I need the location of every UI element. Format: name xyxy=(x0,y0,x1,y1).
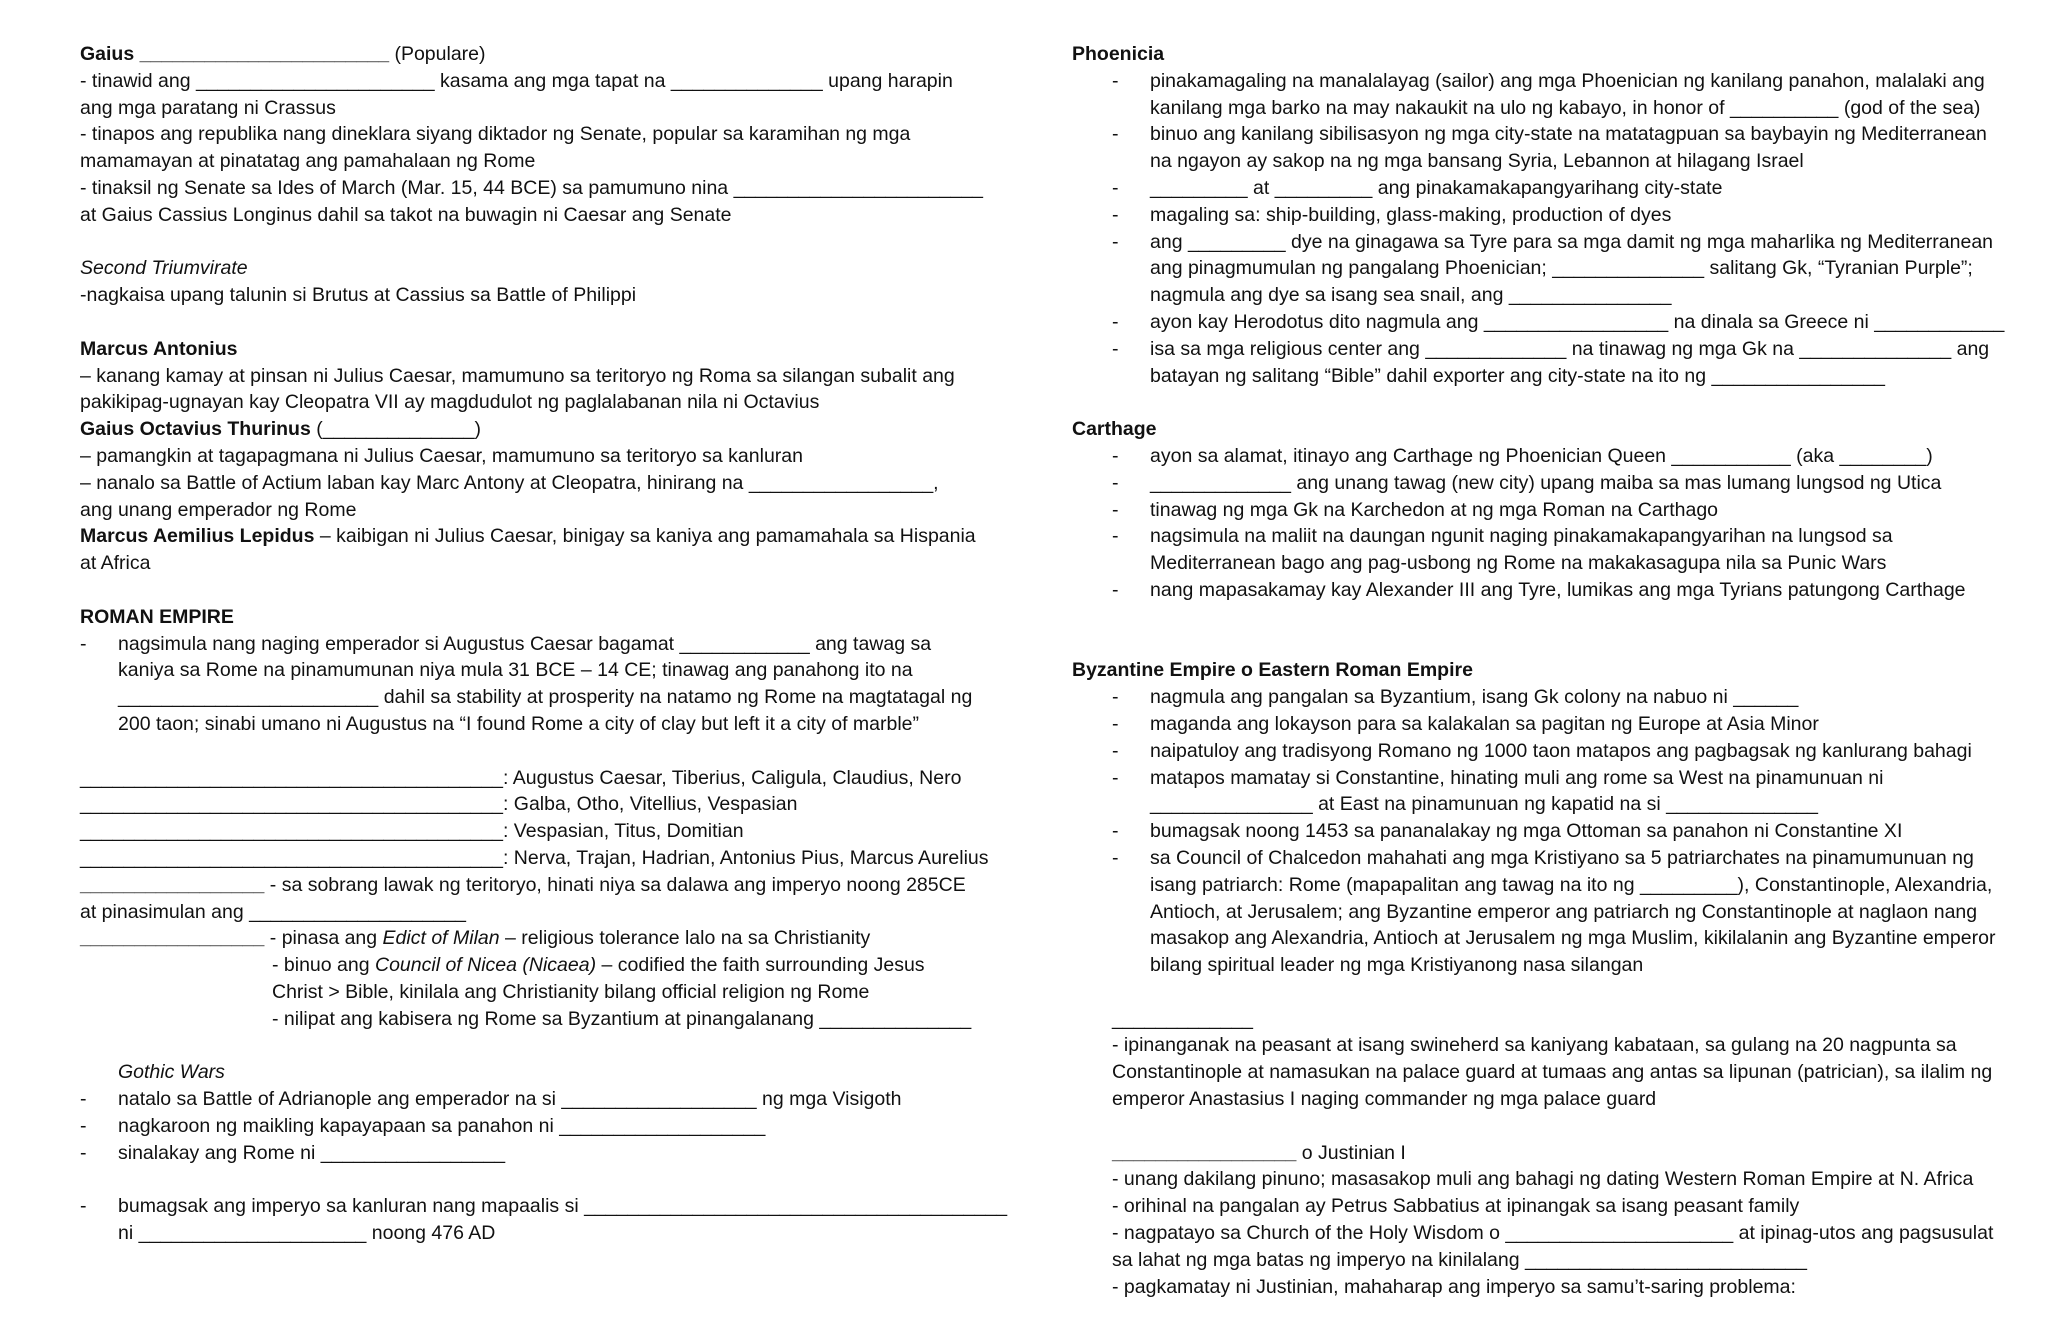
octavius-line-1: – pamangkin at tagapagmana ni Julius Caesar, mamumuno sa teritoryo sa kanluran xyxy=(80,444,803,467)
constantine-blank: _________________ xyxy=(80,927,265,950)
byzantine-heading: Byzantine Empire o Eastern Roman Empire xyxy=(1072,659,1473,682)
carthage-item-3: - tinawag ng mga Gk na Karchedon at ng mga Roman na Carthago xyxy=(1072,497,2022,524)
gaius-heading-line xyxy=(80,41,1000,68)
justinian-name: o Justinian I xyxy=(1296,1141,1406,1164)
nicea-prefix: - binuo ang xyxy=(272,954,375,977)
council-of-nicea: Council of Nicea (Nicaea) xyxy=(375,954,597,977)
octavius-line-3: ang unang emperador ng Rome xyxy=(80,498,357,521)
justinian-heading-line xyxy=(1072,1140,2022,1167)
carthage-item-1: - ayon sa alamat, itinayo ang Carthage ng Phoenician Queen ___________ (aka ________) xyxy=(1072,443,2022,470)
gaius-line-1: - tinawid ang ______________________ kasama ang mga tapat na ______________ upang harapin xyxy=(80,69,953,92)
gothic-item-3: - sinalakay ang Rome ni _________________ xyxy=(80,1140,1000,1167)
second-triumvirate-heading: Second Triumvirate xyxy=(80,257,248,280)
byzantine-item-6-line-5: bilang spiritual leader ng mga Kristiyanong nasa silangan xyxy=(1150,954,1644,977)
gothic-item-1: - natalo sa Battle of Adrianople ang emperador na si __________________ ng mga Visigoth xyxy=(80,1086,1000,1113)
dynasty-line-3: _______________________________________: Vespasian, Titus, Domitian xyxy=(80,820,744,843)
constantine-line-2 xyxy=(80,952,1000,979)
dynasty-line-2: _______________________________________: Galba, Otho, Vitellius, Vespasian xyxy=(80,793,798,816)
phoenicia-item-2-line-1: - binuo ang kanilang sibilisasyon ng mga city-state na matatagpuan sa baybayin ng Mediterranean xyxy=(1072,121,2022,148)
carthage-item-4-line-1: - nagsimula na maliit na daungan ngunit naging pinakamakapangyarihan na lungsod sa xyxy=(1072,523,2022,550)
diocletian-blank: _________________ xyxy=(80,873,265,896)
carthage-item-4-line-2: Mediterranean bago ang pag-usbong ng Rome na makakasagupa nila sa Punic Wars xyxy=(1150,552,1887,575)
lepidus-line-1 xyxy=(80,523,1000,550)
constantine-line-4: - nilipat ang kabisera ng Rome sa Byzantium at pinangalanang ______________ xyxy=(272,1007,972,1030)
phoenicia-item-2-line-2: na ngayon ay sakop na ng mga bansang Syria, Lebannon at hilagang Israel xyxy=(1150,150,1804,173)
dynasty-line-4: _______________________________________: Nerva, Trajan, Hadrian, Antonius Pius, Marcus Aurelius xyxy=(80,846,989,869)
second-triumvirate-line: -nagkaisa upang talunin si Brutus at Cassius sa Battle of Philippi xyxy=(80,284,637,307)
lepidus-heading: Marcus Aemilius Lepidus xyxy=(80,525,315,548)
dynasty-line-1: _______________________________________: Augustus Caesar, Tiberius, Caligula, Claudius, Nero xyxy=(80,766,962,789)
justin-line-2: Constantinople at namasukan na palace guard at tumaas ang antas sa lipunan (patrician), sa ilalim ng xyxy=(1112,1061,1993,1084)
constantine-line-1 xyxy=(80,925,1000,952)
octavius-heading: Gaius Octavius Thurinus xyxy=(80,418,311,441)
carthage-item-5: - nang mapasakamay kay Alexander III ang Tyre, lumikas ang mga Tyrians patungong Carthage xyxy=(1072,577,2022,604)
byzantine-item-4-line-2: _______________ at East na pinamunuan ng kapatid na si ______________ xyxy=(1150,793,1818,816)
gaius-blank: _______________________ xyxy=(139,43,390,65)
byzantine-item-3: - naipatuloy ang tradisyong Romano ng 1000 taon matapos ang pagbagsak ng kanlurang bahagi xyxy=(1072,738,2022,765)
constantine-prefix: - pinasa ang xyxy=(264,927,383,950)
constantine-suffix: – religious tolerance lalo na sa Christianity xyxy=(499,927,871,950)
phoenicia-item-6: - ayon kay Herodotus dito nagmula ang _________________ na dinala sa Greece ni ____________ xyxy=(1072,309,2022,336)
phoenicia-item-7-line-2: batayan ng salitang “Bible” dahil exporter ang city-state na ito ng ________________ xyxy=(1150,364,1886,387)
phoenicia-item-5-line-3: nagmula ang dye sa isang sea snail, ang _______________ xyxy=(1150,284,1672,307)
justinian-line-3: - nagpatayo sa Church of the Holy Wisdom o _____________________ at ipinag-utos ang pagsusulat xyxy=(1112,1222,1994,1245)
byzantine-item-6-line-1: - sa Council of Chalcedon mahahati ang mga Kristiyano sa 5 patriarchates na pinamumunuan ng xyxy=(1072,845,2022,872)
nicea-suffix: – codified the faith surrounding Jesus xyxy=(596,954,925,977)
justin-blank: _____________ xyxy=(1112,1007,1253,1030)
justin-line-3: emperor Anastasius I naging commander ng mga palace guard xyxy=(1112,1088,1657,1111)
justinian-blank: _________________ xyxy=(1112,1141,1297,1164)
gaius-heading: Gaius xyxy=(80,43,135,65)
octavius-blank: (______________) xyxy=(310,418,482,441)
roman-empire-item-line-3: ________________________ dahil sa stability at prosperity na natamo ng Rome na magtatagal ng xyxy=(118,686,973,709)
justinian-line-4: sa lahat ng mga batas ng imperyo na kinilalang __________________________ xyxy=(1112,1248,1807,1271)
phoenicia-item-5-line-1: - ang _________ dye na ginagawa sa Tyre para sa mga damit ng mga maharlika ng Mediterranean xyxy=(1072,229,2022,256)
lepidus-line-2: at Africa xyxy=(80,552,151,575)
roman-empire-item-line-2: kaniya sa Rome na pinamumunan niya mula 31 BCE – 14 CE; tinawag ang panahong ito na xyxy=(118,659,913,682)
phoenicia-item-1-line-1: - pinakamagaling na manalalayag (sailor) ang mga Phoenician ng kanilang panahon, malalaki ang xyxy=(1072,68,2022,95)
antonius-heading: Marcus Antonius xyxy=(80,337,238,360)
justinian-line-2: - orihinal na pangalan ay Petrus Sabbatius at ipinangak sa isang peasant family xyxy=(1112,1195,1800,1218)
byzantine-item-6-line-4: masakop ang Alexandria, Antioch at Jerusalem ng mga Muslim, kikilalanin ang Byzantine emperor xyxy=(1150,927,1996,950)
antonius-line-1: – kanang kamay at pinsan ni Julius Caesar, mamumuno sa teritoryo ng Roma sa silangan subalit ang xyxy=(80,364,955,387)
diocletian-line-1 xyxy=(80,872,1000,899)
carthage-heading: Carthage xyxy=(1072,418,1157,441)
gaius-line-4: mamamayan at pinatatag ang pamahalaan ng Rome xyxy=(80,150,536,173)
gaius-line-5: - tinaksil ng Senate sa Ides of March (Mar. 15, 44 BCE) sa pamumuno nina _______________________ xyxy=(80,176,984,199)
roman-empire-heading: ROMAN EMPIRE xyxy=(80,605,234,628)
phoenicia-heading: Phoenicia xyxy=(1072,43,1165,65)
diocletian-text: - sa sobrang lawak ng teritoryo, hinati niya sa dalawa ang imperyo noong 285CE xyxy=(264,873,966,896)
fall-item-line-2: ni _____________________ noong 476 AD xyxy=(118,1222,496,1245)
octavius-line-2: – nanalo sa Battle of Actium laban kay Marc Antony at Cleopatra, hinirang na _________________, xyxy=(80,471,939,494)
lepidus-text: – kaibigan ni Julius Caesar, binigay sa kaniya ang pamamahala sa Hispania xyxy=(314,525,976,548)
byzantine-item-1: - nagmula ang pangalan sa Byzantium, isang Gk colony na nabuo ni ______ xyxy=(1072,684,2022,711)
constantine-line-3: Christ > Bible, kinilala ang Christianity bilang official religion ng Rome xyxy=(272,980,870,1003)
justin-line-1: - ipinanganak na peasant at isang swineherd sa kaniyang kabataan, sa gulang na 20 nagpunta sa xyxy=(1112,1034,1957,1057)
byzantine-item-2: - maganda ang lokayson para sa kalakalan sa pagitan ng Europe at Asia Minor xyxy=(1072,711,2022,738)
phoenicia-item-5-line-2: ang pinagmumulan ng pangalang Phoenician; ______________ salitang Gk, “Tyranian Purple”; xyxy=(1150,257,1973,280)
phoenicia-item-7-line-1: - isa sa mga religious center ang _____________ na tinawag ng mga Gk na ______________ ang xyxy=(1072,336,2022,363)
left-column xyxy=(80,41,1008,1247)
byzantine-item-4-line-1: - matapos mamatay si Constantine, hinating muli ang rome sa West na pinamunuan ni xyxy=(1072,765,2022,792)
justinian-line-5: - pagkamatay ni Justinian, mahaharap ang imperyo sa samu’t-saring problema: xyxy=(1112,1275,1796,1298)
gothic-wars-heading: Gothic Wars xyxy=(118,1061,225,1084)
carthage-item-2: - _____________ ang unang tawag (new city) upang maiba sa mas lumang lungsod ng Utica xyxy=(1072,470,2022,497)
phoenicia-item-4: - magaling sa: ship-building, glass-making, production of dyes xyxy=(1072,202,2022,229)
gaius-line-3: - tinapos ang republika nang dineklara siyang diktador ng Senate, popular sa karamihan ng mga xyxy=(80,123,911,146)
byzantine-item-5: - bumagsak noong 1453 sa pananalakay ng mga Ottoman sa panahon ni Constantine XI xyxy=(1072,818,2022,845)
roman-empire-item-line-4: 200 taon; sinabi umano ni Augustus na “I found Rome a city of clay but left it a city of marble” xyxy=(118,712,920,735)
gaius-line-2: ang mga paratang ni Crassus xyxy=(80,96,336,119)
octavius-heading-line xyxy=(80,416,1000,443)
byzantine-item-6-line-3: Antioch, at Jerusalem; ang Byzantine emperor ang patriarch ng Constantinople at naglaon nang xyxy=(1150,900,1978,923)
gothic-item-2: - nagkaroon ng maikling kapayapaan sa panahon ni ___________________ xyxy=(80,1113,1000,1140)
antonius-line-2: pakikipag-ugnayan kay Cleopatra VII ay magdudulot ng paglalabanan nila ni Octavius xyxy=(80,391,820,414)
gaius-populare: (Populare) xyxy=(389,43,486,65)
roman-empire-item-line-1: - nagsimula nang naging emperador si Augustus Caesar bagamat ____________ ang tawag sa xyxy=(80,631,1000,658)
justinian-line-1: - unang dakilang pinuno; masasakop muli ang bahagi ng dating Western Roman Empire at N. Africa xyxy=(1112,1168,1974,1191)
byzantine-item-6-line-2: isang patriarch: Rome (mapapalitan ang tawag na ito ng _________), Constantinople, Alexandria, xyxy=(1150,873,1993,896)
diocletian-line-2: at pinasimulan ang ____________________ xyxy=(80,900,467,923)
edict-of-milan: Edict of Milan xyxy=(382,927,500,950)
fall-item-line-1: - bumagsak ang imperyo sa kanluran nang mapaalis si _______________________________________ xyxy=(80,1193,1000,1220)
gaius-line-6: at Gaius Cassius Longinus dahil sa takot na buwagin ni Caesar ang Senate xyxy=(80,203,732,226)
right-column xyxy=(1072,41,2022,1300)
phoenicia-item-1-line-2: kanilang mga barko na may nakaukit na ulo ng kabayo, in honor of __________ (god of the sea) xyxy=(1150,96,1981,119)
phoenicia-item-3: - _________ at _________ ang pinakamakapangyarihang city-state xyxy=(1072,175,2022,202)
